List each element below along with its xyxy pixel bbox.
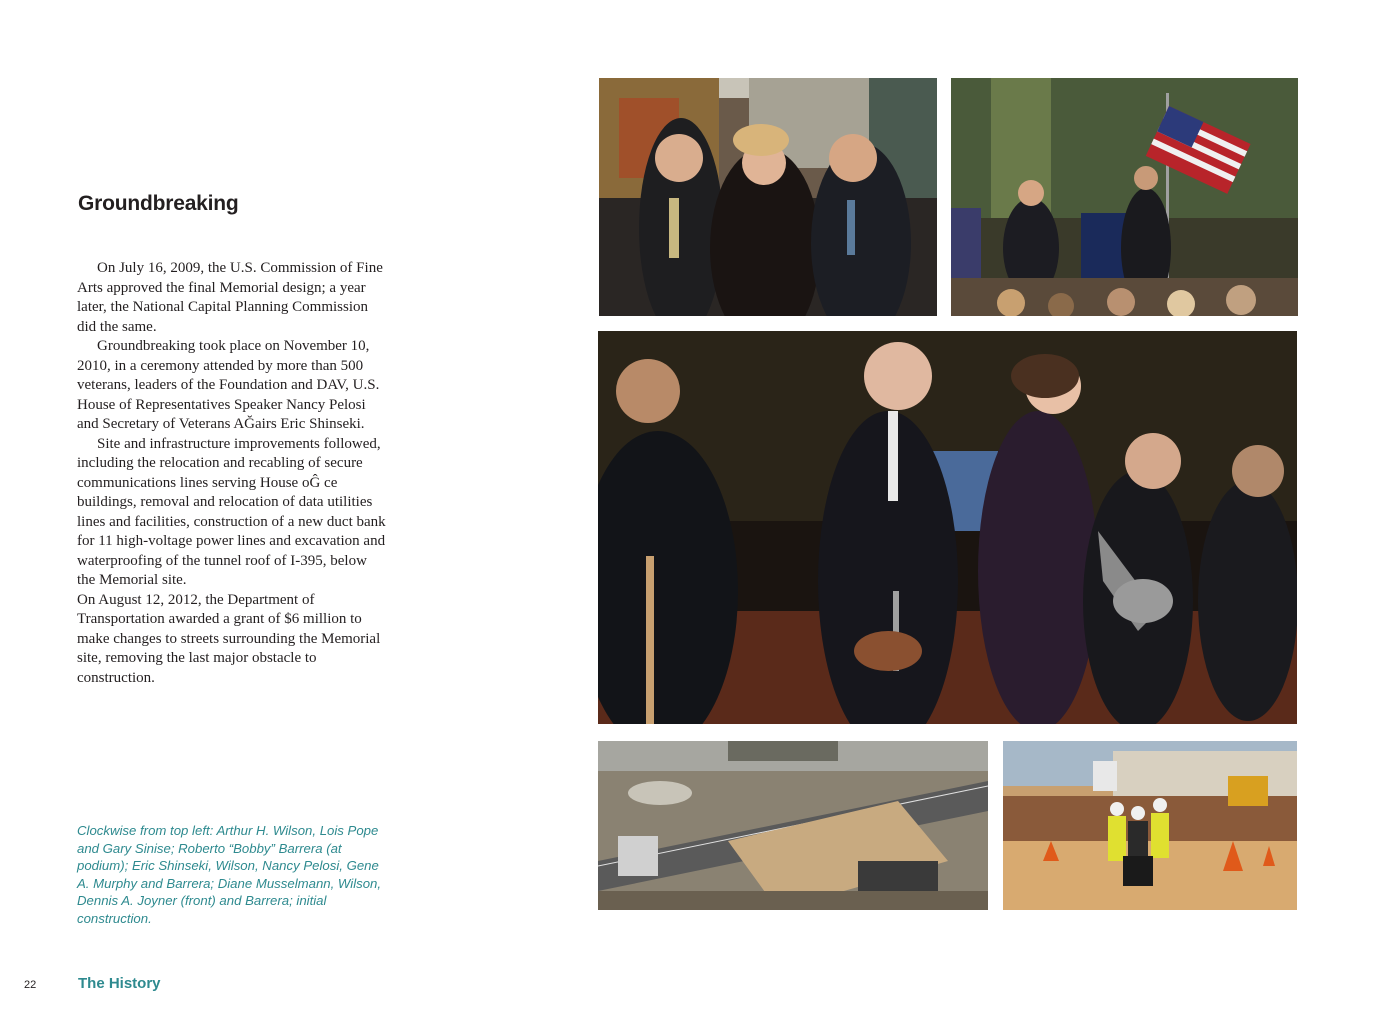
photo-wilson-pope-sinise <box>599 78 937 316</box>
paragraph: On July 16, 2009, the U.S. Commission of Fine Arts approved the final Memorial design; a year later, the National Capital Planning Commission did the same. <box>77 260 383 335</box>
paragraph: Groundbreaking took place on November 10, 2010, in a ceremony attended by more than 500 veterans, leaders of the Foundation and DAV, U.S. House of Representatives Speaker Nancy Pelosi and Secretary of Veterans AĞairs Eric Shinseki. <box>77 338 380 432</box>
paragraph: On August 12, 2012, the Department of Transportation awarded a grant of $6 million to make changes to streets surrounding the Memorial site, removing the last major obstacle to construction. <box>77 591 381 686</box>
photo-site-group <box>1003 741 1297 910</box>
section-heading: Groundbreaking <box>78 192 239 215</box>
body-text <box>77 259 387 688</box>
page-number: 22 <box>24 979 37 991</box>
photo-caption: Clockwise from top left: Arthur H. Wilson, Lois Pope and Gary Sinise; Roberto “Bobby” Barrera (at podium); Eric Shinseki, Wilson, Nancy Pelosi, Gene A. Murphy and Barrera; Diane Musselmann, Wilson, Dennis A. Joyner (front) and Barrera; initial construction. <box>77 823 382 926</box>
photo-aerial-construction <box>598 741 988 910</box>
paragraph: Site and infrastructure improvements followed, including the relocation and recabling of secure communications lines serving House oĜ ce buildings, removal and relocation of data utilities lines and facilities, construction of a new duct bank for 11 high-voltage power lines and excavation and waterproofing of the tunnel roof of I-395, below the Memorial site. <box>77 435 386 588</box>
photo-groundbreaking-shovels <box>598 331 1297 724</box>
photo-barrera-podium <box>951 78 1298 316</box>
section-label: The History <box>78 975 161 992</box>
